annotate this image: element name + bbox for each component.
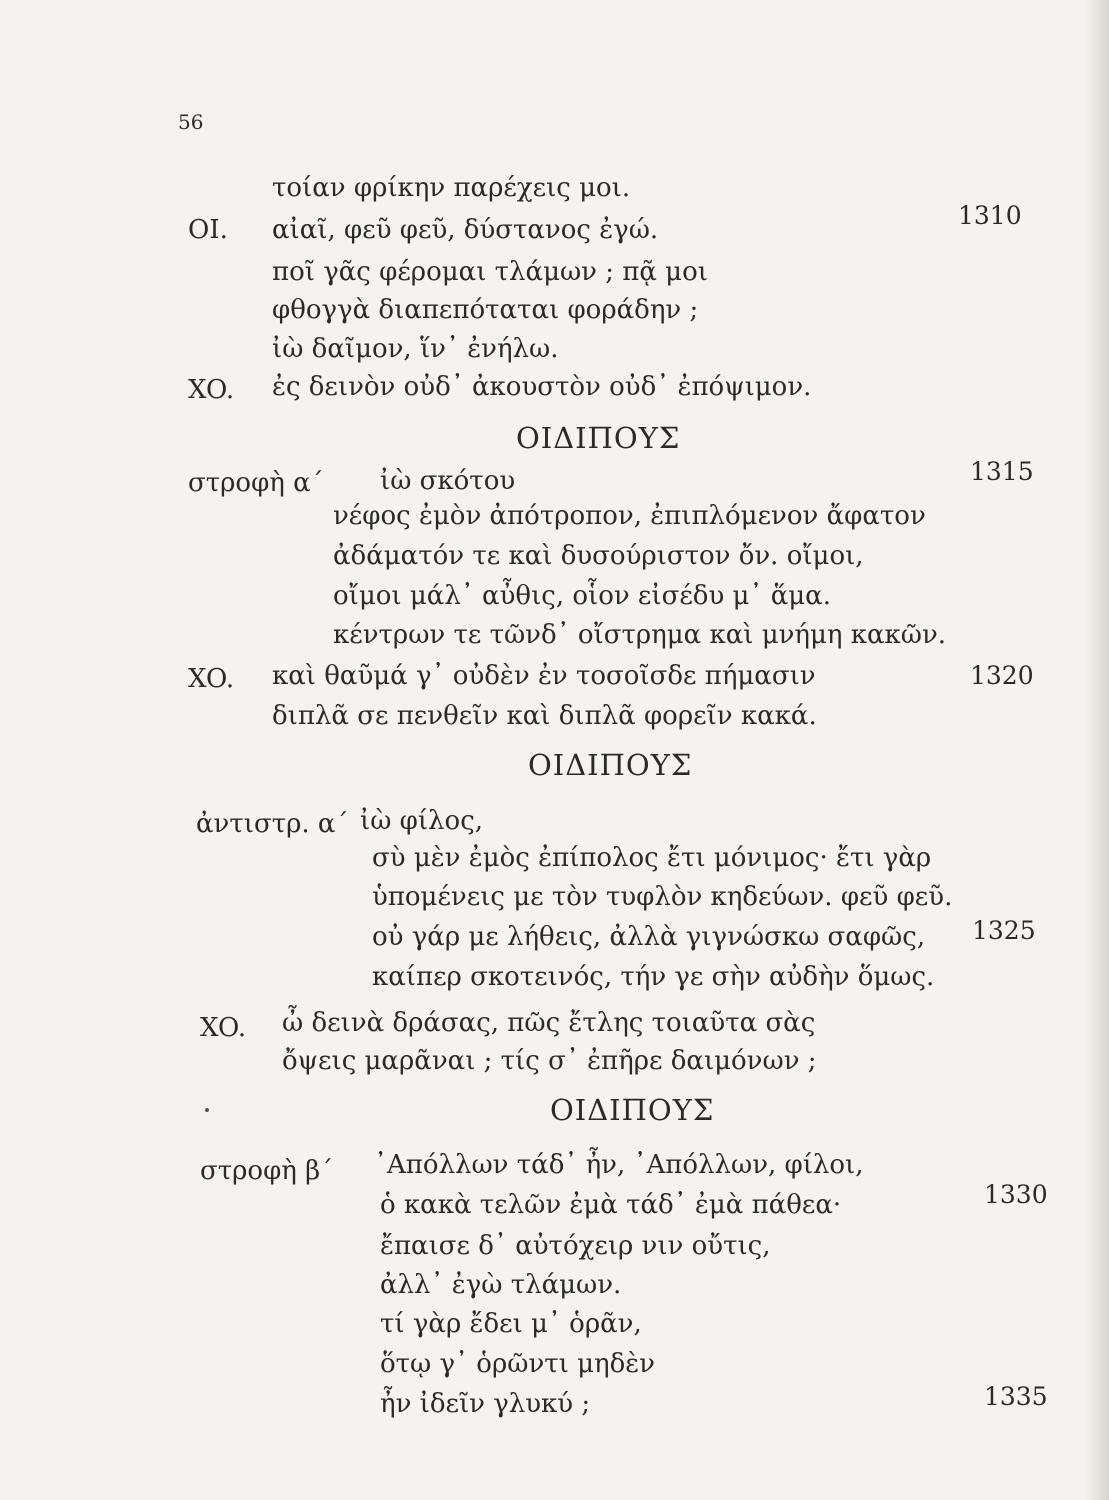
verse-line: ἀδάματόν τε καὶ δυσούριστον ὄν. οἴμοι, bbox=[333, 541, 864, 571]
verse-line: τί γὰρ ἔδει μ᾽ ὁρᾶν, bbox=[380, 1309, 642, 1339]
verse-line: ᾽Απόλλων τάδ᾽ ἦν, ᾽Απόλλων, φίλοι, bbox=[374, 1150, 864, 1180]
verse-line: σὺ μὲν ἐμὸς ἐπίπολος ἔτι μόνιμος· ἔτι γὰρ bbox=[372, 843, 932, 873]
verse-line: καίπερ σκοτεινός, τήν γε σὴν αὐδὴν ὅμως. bbox=[372, 962, 935, 992]
verse-line: ὁ κακὰ τελῶν ἐμὰ τάδ᾽ ἐμὰ πάθεα· bbox=[380, 1190, 842, 1220]
line-number: 1310 bbox=[958, 201, 1022, 230]
verse-line: φθογγὰ διαπεπόταται φοράδην ; bbox=[272, 295, 699, 325]
verse-line: κέντρων τε τῶνδ᾽ οἴστρημα καὶ μνήμη κακῶν. bbox=[333, 620, 947, 650]
speaker-label: XO. bbox=[188, 375, 235, 405]
verse-line: ἰὼ φίλος, bbox=[360, 806, 484, 836]
verse-line: ὑπομένεις με τὸν τυφλὸν κηδεύων. φεῦ φεῦ. bbox=[372, 882, 953, 912]
line-number: 1320 bbox=[970, 661, 1034, 690]
verse-line: ἀλλ᾽ ἐγὼ τλάμων. bbox=[380, 1270, 622, 1300]
verse-line: ὦ δεινὰ δράσας, πῶς ἔτλης τοιαῦτα σὰς bbox=[282, 1008, 816, 1038]
strophe-label: στροφὴ β΄ bbox=[200, 1156, 334, 1186]
verse-line: ἰὼ δαῖμον, ἵν᾽ ἐνήλω. bbox=[272, 334, 559, 364]
page-number: 56 bbox=[178, 110, 204, 134]
verse-line: οἴμοι μάλ᾽ αὖθις, οἷον εἰσέδυ μ᾽ ἅμα. bbox=[333, 581, 831, 611]
speaker-heading: ΟΙΔΙΠΟΥΣ bbox=[516, 421, 681, 455]
speaker-label: XO. bbox=[188, 664, 235, 694]
page-edge-shadow bbox=[1083, 0, 1109, 1500]
verse-line: οὐ γάρ με λήθεις, ἀλλὰ γιγνώσκω σαφῶς, bbox=[372, 922, 926, 952]
verse-line: καὶ θαῦμά γ᾽ οὐδὲν ἐν τοσοῖσδε πήμασιν bbox=[272, 661, 816, 691]
stray-dot-mark bbox=[205, 1108, 209, 1112]
line-number: 1330 bbox=[984, 1180, 1048, 1209]
verse-line: ἔπαισε δ᾽ αὐτόχειρ νιν οὔτις, bbox=[380, 1231, 771, 1261]
strophe-label: ἀντιστρ. α΄ bbox=[196, 809, 349, 839]
verse-line: αἰαῖ, φεῦ φεῦ, δύστανος ἐγώ. bbox=[272, 215, 659, 245]
speaker-label: XO. bbox=[200, 1013, 247, 1043]
verse-line: ὄψεις μαρᾶναι ; τίς σ᾽ ἐπῆρε δαιμόνων ; bbox=[282, 1046, 817, 1076]
line-number: 1315 bbox=[970, 457, 1034, 486]
verse-line: ἐς δεινὸν οὐδ᾽ ἀκουστὸν οὐδ᾽ ἐπόψιμον. bbox=[272, 372, 812, 402]
verse-line: διπλᾶ σε πενθεῖν καὶ διπλᾶ φορεῖν κακά. bbox=[272, 701, 817, 731]
verse-line: ἰὼ σκότου bbox=[380, 466, 516, 496]
speaker-heading: ΟΙΔΙΠΟΥΣ bbox=[550, 1093, 715, 1127]
speaker-label: OI. bbox=[188, 215, 228, 245]
line-number: 1335 bbox=[984, 1382, 1048, 1411]
verse-line: ποῖ γᾶς φέρομαι τλάμων ; πᾷ μοι bbox=[272, 257, 708, 287]
speaker-heading: ΟΙΔΙΠΟΥΣ bbox=[528, 748, 693, 782]
verse-line: νέφος ἐμὸν ἀπότροπον, ἐπιπλόμενον ἄφατον bbox=[333, 501, 926, 531]
strophe-label: στροφὴ α΄ bbox=[188, 468, 324, 498]
verse-line: τοίαν φρίκην παρέχεις μοι. bbox=[272, 173, 631, 203]
verse-line: ἦν ἰδεῖν γλυκύ ; bbox=[380, 1389, 591, 1419]
line-number: 1325 bbox=[972, 916, 1036, 945]
verse-line: ὅτῳ γ᾽ ὁρῶντι μηδὲν bbox=[380, 1349, 655, 1379]
